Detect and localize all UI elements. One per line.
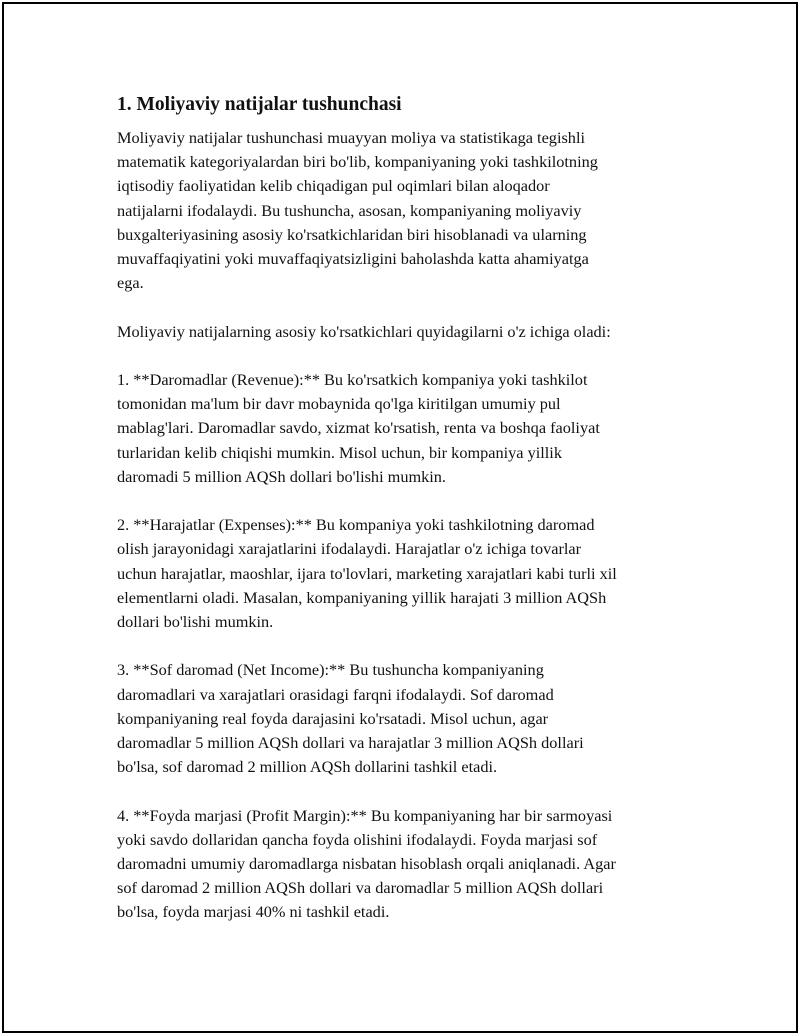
text-line: daromadni umumiy daromadlarga nisbatan hisoblash orqali aniqlanadi. Agar [117,854,616,874]
text-line: 2. **Harajatlar (Expenses):** Bu kompaniya yoki tashkilotning daromad [117,515,595,535]
text-line: elementlarni oladi. Masalan, kompaniyaning yillik harajati 3 million AQSh [117,587,607,607]
text-line: olish jarayonidagi xarajatlarini ifodalaydi. Harajatlar o'z ichiga tovarlar [117,539,582,559]
text-line: sof daromad 2 million AQSh dollari va daromadlar 5 million AQSh dollari [117,878,604,898]
text-line: Moliyaviy natijalarning asosiy ko'rsatkichlari quyidagilarni o'z ichiga oladi: [117,321,611,341]
text-line: iqtisodiy faoliyatidan kelib chiqadigan pul oqimlari bilan aloqador [117,176,550,196]
indicators-intro-paragraph [117,320,692,344]
text-line: daromadlari va xarajatlari orasidagi farqni ifodalaydi. Sof daromad [117,684,554,704]
text-line: natijalarni ifodalaydi. Bu tushuncha, asosan, kompaniyaning moliyaviy [117,200,582,220]
text-line: Moliyaviy natijalar tushunchasi muayyan moliya va statistikaga tegishli [117,128,585,147]
text-line: daromadlar 5 million AQSh dollari va harajatlar 3 million AQSh dollari [117,733,584,753]
document-body [117,92,692,925]
revenue-paragraph [117,368,692,489]
expenses-paragraph [117,513,692,634]
text-line: buxgalteriyasining asosiy ko'rsatkichlaridan biri hisoblanadi va ularning [117,224,587,244]
text-line: 3. **Sof daromad (Net Income):** Bu tushuncha kompaniyaning [117,660,544,680]
text-line: kompaniyaning real foyda darajasini ko'rsatadi. Misol uchun, agar [117,708,549,728]
profit-margin-paragraph [117,804,692,925]
text-line: 1. **Daromadlar (Revenue):** Bu ko'rsatkich kompaniya yoki tashkilot [117,370,588,389]
text-line: bo'lsa, foyda marjasi 40% ni tashkil etadi. [117,902,390,922]
text-line: uchun harajatlar, maoshlar, ijara to'lovlari, marketing xarajatlari kabi turli xil [117,563,617,583]
text-line: tomonidan ma'lum bir davr mobaynida qo'lga kiritilgan umumiy pul [117,394,561,414]
text-line: ega. [117,273,144,293]
text-line: dollari bo'lishi mumkin. [117,612,274,632]
intro-paragraph [117,126,692,295]
text-line: bo'lsa, sof daromad 2 million AQSh dollarini tashkil etadi. [117,757,498,777]
text-line: mablag'lari. Daromadlar savdo, xizmat ko'rsatish, renta va boshqa faoliyat [117,418,600,438]
text-line: 4. **Foyda marjasi (Profit Margin):** Bu kompaniyaning har bir sarmoyasi [117,805,613,825]
text-line: yoki savdo dollaridan qancha foyda olishini ifodalaydi. Foyda marjasi sof [117,829,598,849]
text-line: turlaridan kelib chiqishi mumkin. Misol uchun, bir kompaniya yillik [117,442,562,462]
paragraph-list [117,126,692,925]
text-line: matematik kategoriyalardan biri bo'lib, kompaniyaning yoki tashkilotning [117,152,598,172]
net-income-paragraph [117,658,692,779]
section-heading: 1. Moliyaviy natijalar tushunchasi [117,94,402,115]
text-line: muvaffaqiyatini yoki muvaffaqiyatsizligini baholashda katta ahamiyatga [117,249,589,269]
text-line: daromadi 5 million AQSh dollari bo'lishi mumkin. [117,466,447,486]
